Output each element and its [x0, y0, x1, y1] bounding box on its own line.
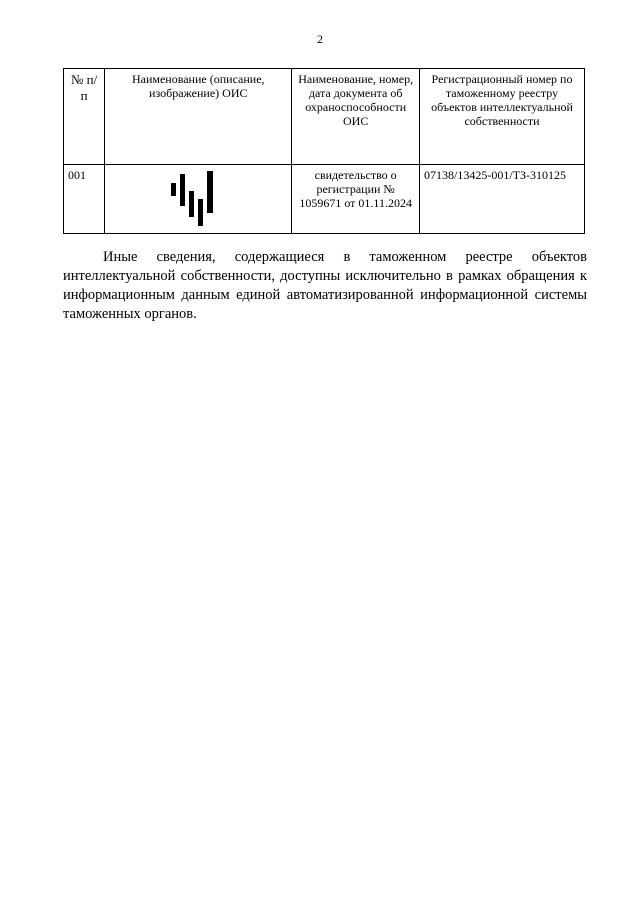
header-ois-name: Наименование (описание, изображение) ОИС [105, 69, 292, 165]
document-details: свидетельство о регистрации № 1059671 от 01.11.2024 [292, 165, 420, 234]
body-paragraph: Иные сведения, содержащиеся в таможенном реестре объектов интеллектуальной собственности, доступны исключительно в рамках обращения к информационным данным единой автоматизированной информационной системы таможенных органов. [63, 249, 587, 322]
header-number: № п/п [64, 69, 105, 165]
header-document: Наименование, номер, дата документа об охраноспособности ОИС [292, 69, 420, 165]
ois-registry-table [63, 68, 585, 234]
registration-number: 07138/13425-001/ТЗ-310125 [420, 165, 585, 234]
trademark-logo-image [171, 171, 221, 227]
trademark-image-cell [105, 165, 292, 234]
table-header-row [64, 69, 585, 165]
page-number: 2 [317, 32, 323, 46]
header-registration-number: Регистрационный номер по таможенному реестру объектов интеллектуальной собственности [420, 69, 585, 165]
table-row [64, 165, 585, 234]
row-number: 001 [64, 165, 105, 234]
